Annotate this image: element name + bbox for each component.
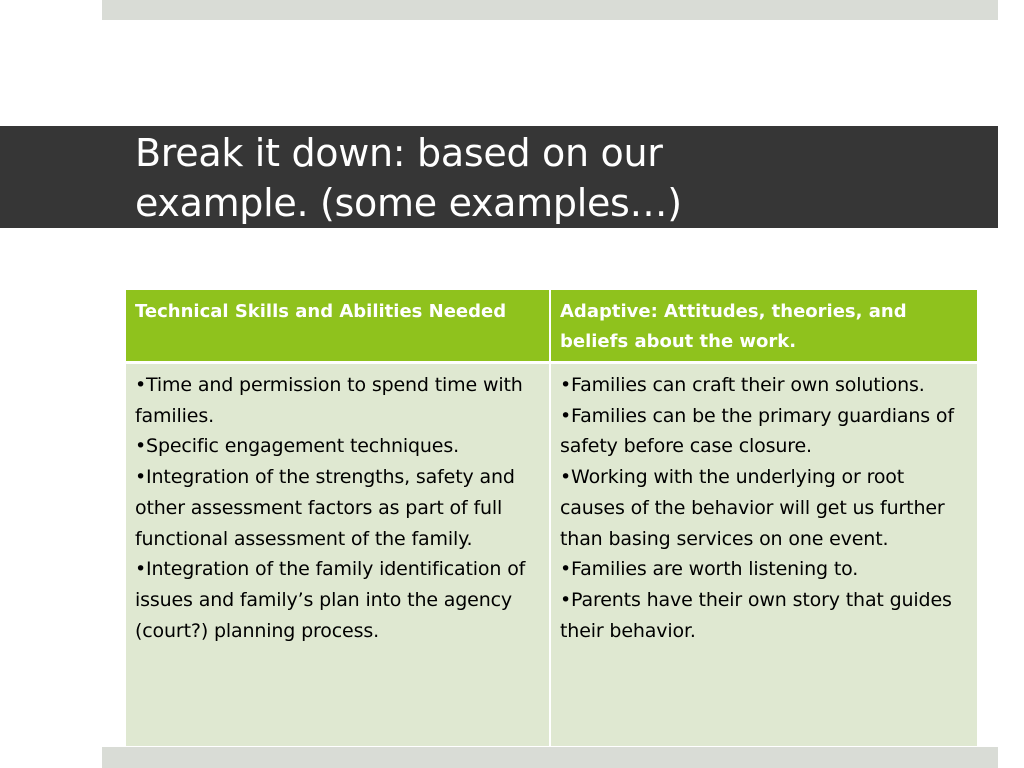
table-header-row: [126, 290, 977, 363]
slide-title-line-2: example. (some examples…): [135, 181, 682, 225]
header-technical-skills: Technical Skills and Abilities Needed: [126, 290, 550, 363]
list-item: •Families can be the primary guardians of safety before case closure.: [560, 404, 954, 458]
table-row: [126, 363, 977, 747]
technical-skills-cell: [126, 363, 550, 747]
list-item: •Families can craft their own solutions.: [560, 374, 925, 396]
list-item: •Integration of the family identification of issues and family’s plan into the agency (court?) planning process.: [135, 558, 526, 642]
comparison-table: [126, 290, 977, 746]
adaptive-cell: [550, 363, 977, 747]
list-item: •Parents have their own story that guides their behavior.: [560, 588, 952, 642]
list-item: •Specific engagement techniques.: [135, 435, 459, 458]
list-item: •Integration of the strengths, safety and other assessment factors as part of full functional assessment of the family.: [135, 466, 515, 550]
bottom-accent-bar: [102, 747, 998, 768]
slide-title-line-1: Break it down: based on our: [135, 131, 663, 175]
top-accent-bar: [102, 0, 998, 20]
list-item: •Families are worth listening to.: [560, 558, 859, 581]
list-item: •Working with the underlying or root causes of the behavior will get us further than basing services on one event.: [560, 466, 945, 550]
slide-title: [135, 126, 995, 228]
list-item: •Time and permission to spend time with families.: [135, 374, 523, 427]
header-adaptive: Adaptive: Attitudes, theories, and beliefs about the work.: [550, 290, 977, 363]
